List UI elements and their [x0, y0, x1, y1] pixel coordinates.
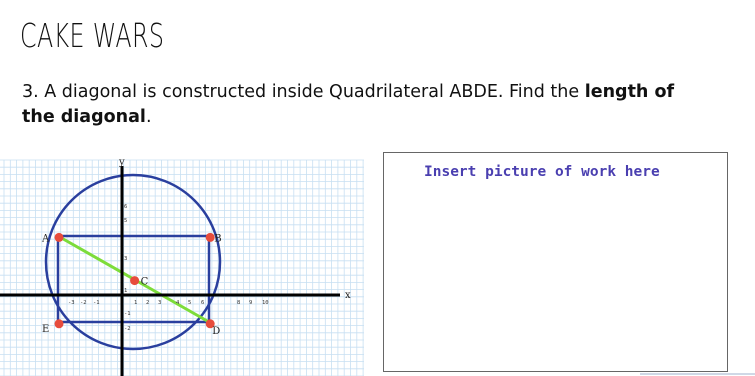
question-text: [22, 80, 742, 130]
x-tick-label: 4: [176, 300, 180, 306]
question-text-start: 3. A diagonal is constructed inside Quadrilateral ABDE. Find the: [22, 82, 585, 102]
point-label-e: E: [42, 323, 50, 335]
point-label-c: C: [140, 276, 149, 288]
x-tick-label: 9: [249, 300, 253, 306]
x-tick-label: 5: [188, 300, 192, 306]
x-tick-label: -3: [68, 300, 75, 306]
y-tick-label: 3: [124, 256, 128, 262]
question-bold-diagonal: the diagonal: [22, 107, 146, 127]
point-label-d: D: [212, 325, 221, 337]
y-tick-label: -2: [124, 326, 131, 332]
x-tick-label: -2: [80, 300, 87, 306]
y-tick-label: -1: [124, 311, 131, 317]
x-tick-label: -1: [93, 300, 100, 306]
y-tick-label: 1: [124, 288, 128, 294]
work-box-label: Insert picture of work here: [424, 164, 660, 180]
question-text-end: .: [145, 107, 152, 127]
point-label-b: B: [214, 233, 222, 245]
x-axis-label: x: [345, 290, 351, 301]
x-tick-label: 8: [237, 300, 241, 306]
coordinate-graph-image: [0, 152, 364, 376]
work-picture-box[interactable]: [383, 152, 728, 372]
x-tick-label: 3: [158, 300, 162, 306]
x-tick-label: 10: [262, 300, 269, 306]
point-c: [130, 276, 139, 285]
divider-line: [640, 373, 755, 375]
x-tick-label: 2: [146, 300, 150, 306]
x-tick-label: 6: [201, 300, 205, 306]
point-e: [55, 319, 64, 328]
y-axis-label: y: [119, 157, 125, 168]
question-bold-length: length of: [584, 82, 675, 102]
slide-title: CAKE WARS: [20, 16, 165, 55]
x-tick-label: 1: [134, 300, 138, 306]
graph-grid: [0, 160, 364, 376]
y-tick-label: 5: [124, 218, 128, 224]
y-tick-label: 6: [124, 204, 128, 210]
point-label-a: A: [42, 233, 50, 245]
point-a: [55, 233, 64, 242]
